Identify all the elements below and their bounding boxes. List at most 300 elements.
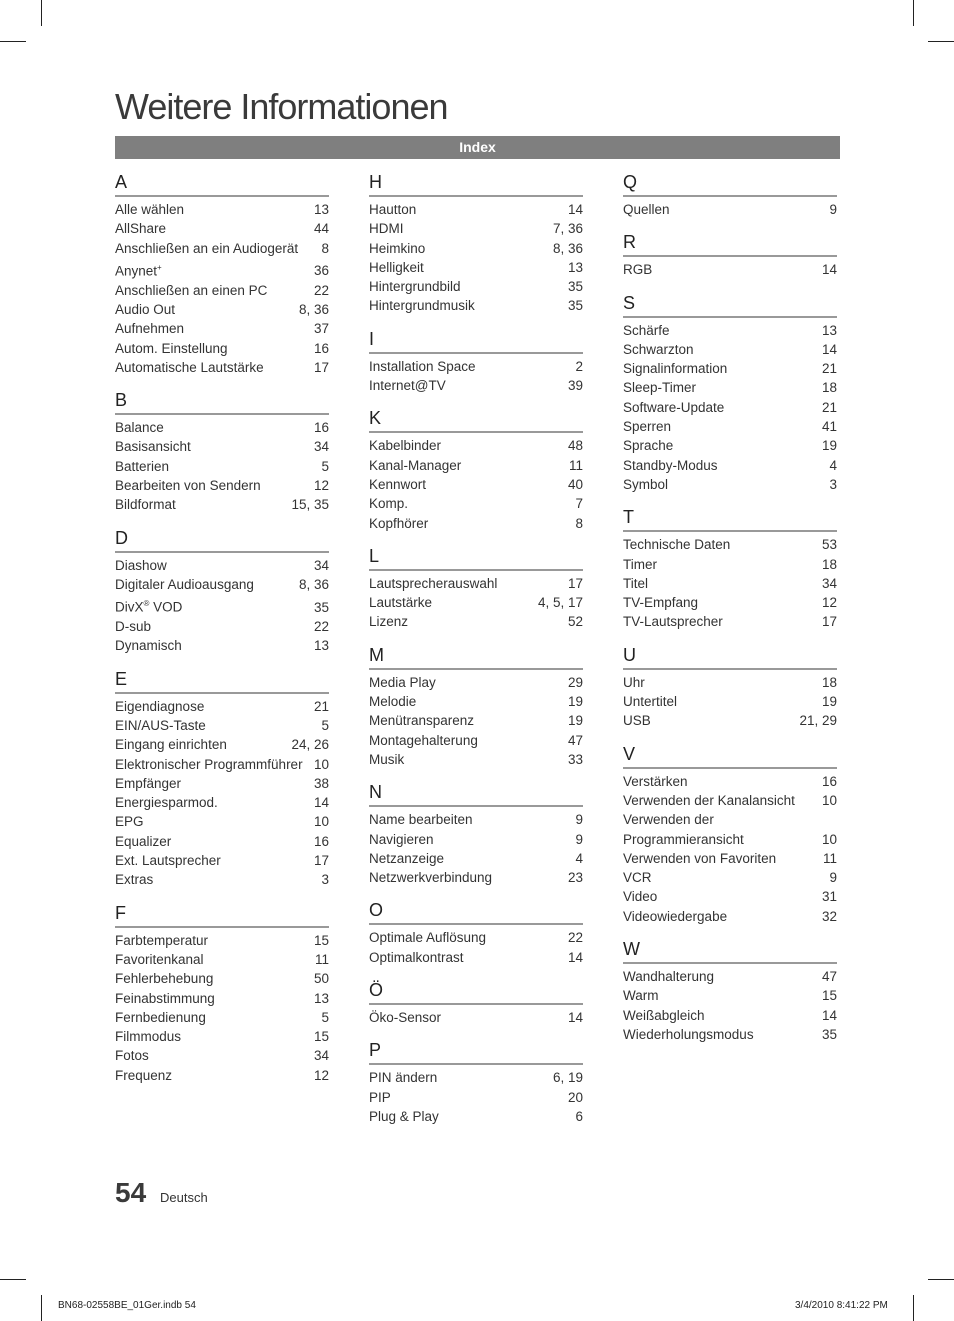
index-entry xyxy=(623,810,837,849)
index-term xyxy=(369,1107,439,1126)
index-term-text: Autom. Einstellung xyxy=(115,340,228,356)
index-section xyxy=(623,291,837,495)
index-term xyxy=(115,1027,181,1046)
index-entry xyxy=(115,437,329,456)
index-term xyxy=(623,574,648,593)
index-page-ref: 16 xyxy=(313,420,329,436)
index-term-text: Montagehalterung xyxy=(369,732,478,748)
section-letter: O xyxy=(369,898,583,925)
index-term xyxy=(115,339,228,358)
trademark-symbol: + xyxy=(157,262,162,272)
index-term-text: Extras xyxy=(115,872,154,888)
index-term-text: Dynamisch xyxy=(115,638,182,654)
index-term-text: EPG xyxy=(115,814,144,830)
index-page-ref: 7, 36 xyxy=(552,221,583,237)
index-term xyxy=(369,277,461,296)
index-term xyxy=(369,593,432,612)
index-term-text: Empfänger xyxy=(115,775,182,791)
index-term xyxy=(115,594,182,617)
index-entry xyxy=(369,456,583,475)
index-term xyxy=(369,436,441,455)
crop-mark xyxy=(0,41,26,42)
index-entry xyxy=(369,357,583,376)
index-term-text: Equalizer xyxy=(115,833,172,849)
index-term xyxy=(115,457,169,476)
index-page-ref: 34 xyxy=(313,439,329,455)
page-title: Weitere Informationen xyxy=(115,86,448,127)
index-entry xyxy=(623,555,837,574)
index-term xyxy=(115,931,208,950)
index-term xyxy=(623,967,714,986)
index-page-ref: 40 xyxy=(567,476,583,492)
index-page-ref: 36 xyxy=(313,263,329,279)
index-term-text: EIN/AUS-Taste xyxy=(115,717,206,733)
index-term xyxy=(623,868,652,887)
index-term xyxy=(623,456,718,475)
index-term xyxy=(369,1088,391,1107)
index-page-ref: 8, 36 xyxy=(298,301,329,317)
index-term xyxy=(623,321,670,340)
index-page-ref: 17 xyxy=(313,359,329,375)
index-term-text: Uhr xyxy=(623,674,645,690)
index-page-ref: 7 xyxy=(575,496,583,512)
index-term xyxy=(623,810,816,849)
index-term xyxy=(369,219,404,238)
index-page-ref: 20 xyxy=(567,1089,583,1105)
index-page-ref: 14 xyxy=(821,262,837,278)
print-date: 3/4/2010 8:41:22 PM xyxy=(795,1300,888,1311)
index-term-text: Untertitel xyxy=(623,694,678,710)
index-entry xyxy=(115,358,329,377)
index-term-text: Verwenden von Favoriten xyxy=(623,850,777,866)
index-entry xyxy=(115,319,329,338)
index-term-text: Navigieren xyxy=(369,831,434,847)
index-term-text: Wandhalterung xyxy=(623,969,715,985)
index-entry xyxy=(369,612,583,631)
index-entry xyxy=(369,514,583,533)
index-page-ref: 17 xyxy=(567,575,583,591)
index-section xyxy=(369,1038,583,1126)
index-entry xyxy=(369,928,583,947)
index-page-ref: 17 xyxy=(821,614,837,630)
index-term-text: USB xyxy=(623,713,651,729)
index-term-text: Schärfe xyxy=(623,322,670,338)
index-page-ref: 15 xyxy=(821,988,837,1004)
index-page-ref: 19 xyxy=(821,694,837,710)
trademark-symbol: ® xyxy=(143,599,150,609)
section-letter: W xyxy=(623,937,837,964)
index-entry xyxy=(115,239,329,258)
index-entry xyxy=(369,731,583,750)
index-entry xyxy=(623,1006,837,1025)
index-page-ref: 21 xyxy=(821,399,837,415)
section-letter: Ö xyxy=(369,978,583,1005)
index-entry xyxy=(623,593,837,612)
index-entry xyxy=(369,810,583,829)
index-page-ref: 8 xyxy=(575,515,583,531)
index-term-text: PIN ändern xyxy=(369,1070,438,1086)
index-section xyxy=(115,901,329,1085)
index-page-ref: 35 xyxy=(313,599,329,615)
index-page-ref: 6, 19 xyxy=(552,1070,583,1086)
index-term xyxy=(369,475,426,494)
index-page-ref: 10 xyxy=(313,814,329,830)
index-column-3 xyxy=(623,170,837,1055)
index-term xyxy=(115,200,184,219)
index-page-ref: 13 xyxy=(567,259,583,275)
index-term xyxy=(115,281,267,300)
index-section xyxy=(369,898,583,967)
index-term-text: Optimale Auflösung xyxy=(369,930,487,946)
index-term-text: Musik xyxy=(369,751,405,767)
index-term xyxy=(623,436,673,455)
index-term xyxy=(115,495,176,514)
index-term-text: Verwenden der Programmieransicht xyxy=(623,812,744,847)
index-entry xyxy=(623,574,837,593)
index-term xyxy=(115,832,171,851)
index-term xyxy=(623,398,724,417)
index-entry xyxy=(115,931,329,950)
index-term xyxy=(623,849,776,868)
index-term xyxy=(115,1066,172,1085)
index-entry xyxy=(623,260,837,279)
index-page-ref: 9 xyxy=(575,812,583,828)
section-letter: M xyxy=(369,643,583,670)
crop-mark xyxy=(41,1295,42,1321)
index-term-text: Diashow xyxy=(115,557,167,573)
section-letter: I xyxy=(369,327,583,354)
section-letter: N xyxy=(369,780,583,807)
index-term-text: Timer xyxy=(623,556,657,572)
index-term xyxy=(623,692,677,711)
index-term xyxy=(115,1046,149,1065)
index-term-text: Bearbeiten von Sendern xyxy=(115,478,261,494)
index-page-ref: 9 xyxy=(575,831,583,847)
index-term xyxy=(115,870,153,889)
index-term xyxy=(115,950,204,969)
index-page-ref: 13 xyxy=(313,990,329,1006)
index-page-ref: 3 xyxy=(321,872,329,888)
index-term xyxy=(115,697,204,716)
index-entry xyxy=(115,989,329,1008)
index-term xyxy=(623,791,795,810)
index-page-ref: 23 xyxy=(567,870,583,886)
index-term-text: PIP xyxy=(369,1089,391,1105)
crop-mark xyxy=(41,0,42,26)
index-entry xyxy=(623,535,837,554)
index-section xyxy=(623,170,837,219)
index-term-text: HDMI xyxy=(369,221,404,237)
index-page-ref: 12 xyxy=(313,1067,329,1083)
index-page-ref: 34 xyxy=(313,557,329,573)
index-entry xyxy=(115,476,329,495)
index-page-ref: 14 xyxy=(567,949,583,965)
index-term-text: Signalinformation xyxy=(623,361,728,377)
index-heading: Index xyxy=(115,136,840,159)
index-page-ref: 13 xyxy=(821,322,837,338)
index-entry xyxy=(369,494,583,513)
index-term xyxy=(115,969,213,988)
index-page-ref: 32 xyxy=(821,908,837,924)
index-page-ref: 37 xyxy=(313,321,329,337)
section-letter: P xyxy=(369,1038,583,1065)
index-term xyxy=(115,1008,206,1027)
index-term-text: Öko-Sensor xyxy=(369,1010,442,1026)
index-term xyxy=(115,755,303,774)
index-entry xyxy=(115,697,329,716)
index-term xyxy=(115,617,151,636)
index-term-text: Alle wählen xyxy=(115,202,185,217)
section-letter: K xyxy=(369,406,583,433)
index-term-text: Titel xyxy=(623,575,649,591)
index-term xyxy=(623,612,723,631)
index-term-text: Hintergrundbild xyxy=(369,279,461,295)
index-term xyxy=(115,793,218,812)
section-letter: S xyxy=(623,291,837,318)
index-page-ref: 12 xyxy=(313,478,329,494)
index-entry xyxy=(369,1107,583,1126)
section-letter: E xyxy=(115,667,329,694)
index-section xyxy=(623,937,837,1044)
index-term-text: RGB xyxy=(623,262,653,278)
index-term-text: Sperren xyxy=(623,419,672,435)
index-term xyxy=(115,437,191,456)
index-term xyxy=(369,750,404,769)
index-term xyxy=(623,1006,705,1025)
index-term-text: Automatische Lautstärke xyxy=(115,359,264,375)
index-term xyxy=(623,887,657,906)
index-term-text: Verstärken xyxy=(623,773,688,789)
index-page-ref: 31 xyxy=(821,889,837,905)
index-term-text: Kanal-Manager xyxy=(369,457,462,473)
section-letter: H xyxy=(369,170,583,197)
index-term xyxy=(369,357,476,376)
index-page-ref: 18 xyxy=(821,674,837,690)
index-entry xyxy=(369,200,583,219)
index-term-text: Technische Daten xyxy=(623,537,731,553)
index-term xyxy=(623,535,730,554)
index-page-ref: 11 xyxy=(568,457,583,473)
index-section xyxy=(623,742,837,926)
index-term-text: Hautton xyxy=(369,202,417,217)
index-entry xyxy=(115,495,329,514)
index-term xyxy=(623,673,645,692)
index-page-ref: 29 xyxy=(567,674,583,690)
section-letter: A xyxy=(115,170,329,197)
index-entry xyxy=(369,219,583,238)
index-term-text: Basisansicht xyxy=(115,439,191,455)
index-term-text: Warm xyxy=(623,988,659,1004)
index-page-ref: 14 xyxy=(821,341,837,357)
index-term-text: Name bearbeiten xyxy=(369,812,473,828)
index-page-ref: 4 xyxy=(575,850,583,866)
index-term xyxy=(369,810,473,829)
index-entry xyxy=(115,1046,329,1065)
index-term-text: Netzwerkverbindung xyxy=(369,870,493,886)
index-term xyxy=(623,593,698,612)
page-number: 54 xyxy=(115,1177,147,1208)
index-section xyxy=(369,327,583,396)
index-term xyxy=(115,774,181,793)
index-page-ref: 15 xyxy=(313,932,329,948)
index-entry xyxy=(623,378,837,397)
index-entry xyxy=(115,735,329,754)
index-term-text: Weißabgleich xyxy=(623,1007,705,1023)
index-term-text: VOD xyxy=(149,599,183,615)
index-term xyxy=(623,340,694,359)
index-term xyxy=(369,692,416,711)
index-page-ref: 39 xyxy=(567,378,583,394)
index-page-ref: 12 xyxy=(821,595,837,611)
index-entry xyxy=(369,376,583,395)
index-page-ref: 3 xyxy=(829,476,837,492)
index-term-text: D-sub xyxy=(115,619,152,635)
index-term-text: Verwenden der Kanalansicht xyxy=(623,792,795,808)
section-letter: T xyxy=(623,505,837,532)
index-term-text: Eigendiagnose xyxy=(115,698,205,714)
index-entry xyxy=(623,868,837,887)
index-page-ref: 13 xyxy=(313,202,329,217)
index-section xyxy=(115,170,329,377)
index-entry xyxy=(115,575,329,594)
section-letter: B xyxy=(115,388,329,415)
index-term-text: Favoritenkanal xyxy=(115,951,204,967)
index-term xyxy=(623,200,670,219)
index-term-text: Symbol xyxy=(623,476,669,492)
index-term xyxy=(623,772,688,791)
index-term xyxy=(369,200,416,219)
index-entry xyxy=(115,200,329,219)
index-term xyxy=(115,556,167,575)
print-file-info: BN68-02558BE_01Ger.indb 54 xyxy=(58,1300,196,1311)
index-page-ref: 9 xyxy=(829,870,837,886)
index-page-ref: 47 xyxy=(821,969,837,985)
index-term-text: Feinabstimmung xyxy=(115,990,215,1006)
index-term-text: Internet@TV xyxy=(369,378,446,394)
section-letter: U xyxy=(623,643,837,670)
index-entry xyxy=(369,830,583,849)
index-section xyxy=(369,978,583,1027)
index-page-ref: 4, 5, 17 xyxy=(537,595,583,611)
index-entry xyxy=(115,793,329,812)
index-entry xyxy=(623,612,837,631)
index-page-ref: 16 xyxy=(821,773,837,789)
index-entry xyxy=(369,258,583,277)
index-entry xyxy=(115,755,329,774)
index-entry xyxy=(623,417,837,436)
index-term xyxy=(623,907,727,926)
index-entry xyxy=(115,418,329,437)
index-term xyxy=(623,475,668,494)
index-page-ref: 21 xyxy=(821,361,837,377)
index-page-ref: 35 xyxy=(567,298,583,314)
index-entry xyxy=(369,574,583,593)
index-term-text: Bildformat xyxy=(115,497,176,513)
section-letter: Q xyxy=(623,170,837,197)
index-page-ref: 16 xyxy=(313,833,329,849)
index-term-text: VCR xyxy=(623,870,652,886)
index-term-text: Heimkino xyxy=(369,240,426,256)
index-term xyxy=(623,378,696,397)
index-page-ref: 2 xyxy=(575,358,583,374)
index-page-ref: 47 xyxy=(567,732,583,748)
index-entry xyxy=(115,1008,329,1027)
index-entry xyxy=(115,300,329,319)
index-term-text: Lizenz xyxy=(369,614,409,630)
index-term xyxy=(115,239,298,258)
index-entry xyxy=(115,812,329,831)
index-term-text: Media Play xyxy=(369,674,436,690)
index-entry xyxy=(115,832,329,851)
index-entry xyxy=(623,986,837,1005)
index-term xyxy=(115,319,184,338)
index-entry xyxy=(623,907,837,926)
index-term-text: Fehlerbehebung xyxy=(115,971,214,987)
index-term-text: Helligkeit xyxy=(369,259,424,275)
index-entry xyxy=(623,791,837,810)
index-entry xyxy=(623,475,837,494)
index-section xyxy=(115,667,329,890)
index-term xyxy=(369,296,475,315)
index-page-ref: 11 xyxy=(822,850,837,866)
index-term xyxy=(115,219,166,238)
index-entry xyxy=(369,296,583,315)
index-entry xyxy=(369,277,583,296)
index-entry xyxy=(115,950,329,969)
index-page-ref: 4 xyxy=(829,457,837,473)
index-entry xyxy=(369,1088,583,1107)
index-term xyxy=(369,948,464,967)
index-entry xyxy=(115,594,329,617)
index-section xyxy=(369,780,583,887)
index-term-text: Batterien xyxy=(115,458,170,474)
index-term-text: AllShare xyxy=(115,221,167,237)
index-page-ref: 34 xyxy=(313,1048,329,1064)
index-term xyxy=(115,258,162,281)
index-section xyxy=(623,230,837,279)
index-page-ref: 50 xyxy=(313,971,329,987)
index-term xyxy=(623,417,671,436)
index-term-text: Installation Space xyxy=(369,358,476,374)
index-page-ref: 10 xyxy=(821,792,837,808)
index-term xyxy=(115,300,175,319)
index-page-ref: 53 xyxy=(821,537,837,553)
index-section xyxy=(623,643,837,731)
index-page-ref: 48 xyxy=(567,438,583,454)
index-page-ref: 34 xyxy=(821,575,837,591)
index-entry xyxy=(115,1066,329,1085)
section-letter: R xyxy=(623,230,837,257)
index-page-ref: 35 xyxy=(821,1026,837,1042)
index-entry xyxy=(369,1008,583,1027)
index-entry xyxy=(115,969,329,988)
index-page-ref: 8, 36 xyxy=(552,240,583,256)
index-entry xyxy=(623,398,837,417)
index-entry xyxy=(623,456,837,475)
index-section xyxy=(369,406,583,532)
index-term-text: Wiederholungsmodus xyxy=(623,1026,754,1042)
index-entry xyxy=(369,239,583,258)
index-entry xyxy=(369,868,583,887)
index-term-text: Video xyxy=(623,889,658,905)
index-entry xyxy=(623,359,837,378)
index-page-ref: 52 xyxy=(567,614,583,630)
index-term xyxy=(115,735,227,754)
index-entry xyxy=(115,258,329,281)
index-term-text: Anschließen an einen PC xyxy=(115,282,268,298)
index-term xyxy=(369,239,425,258)
index-term xyxy=(369,1068,437,1087)
